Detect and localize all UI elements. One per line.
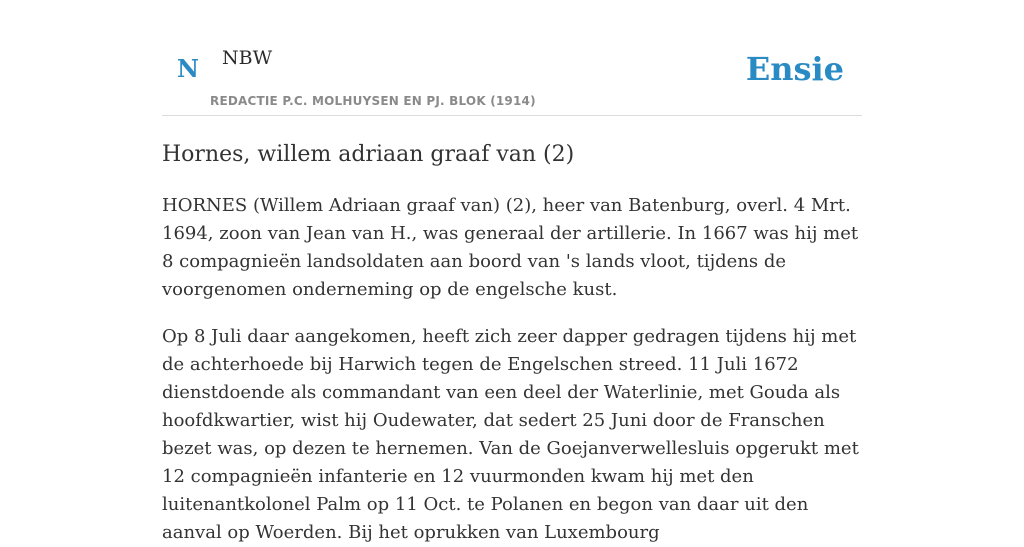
source-subtitle: REDACTIE P.C. MOLHUYSEN EN PJ. BLOK (1914) — [210, 94, 536, 108]
source-logo[interactable]: N — [177, 54, 199, 83]
article-title: Hornes, willem adriaan graaf van (2) — [162, 142, 575, 167]
source-name[interactable]: NBW — [222, 47, 273, 69]
article-paragraph: HORNES (Willem Adriaan graaf van) (2), heer van Batenburg, overl. 4 Mrt. 1694, zoon van Jean van H., was generaal der artillerie. In 1667 was hij met 8 compagnieën landsoldaten aan boord van 's lands vloot, tijdens de voorgenomen onderneming op de engelsche kust. — [162, 195, 859, 300]
brand-logo-link[interactable]: Ensie — [745, 50, 844, 88]
article — [162, 140, 862, 547]
article-paragraph: Op 8 Juli daar aangekomen, heeft zich zeer dapper gedragen tijdens hij met de achterhoede bij Harwich tegen de Engelschen streed. 11 Juli 1672 dienstdoende als commandant van een deel der Waterlinie, met Gouda als hoofdkwartier, wist hij Oudewater, dat sedert 25 Juni door de Franschen bezet was, op dezen te hernemen. Van de Goejanverwellesluis opgerukt met 12 compagnieën infanterie en 12 vuurmonden kwam hij met den luitenantkolonel Palm op 11 Oct. te Polanen en begon van daar uit den aanval op Woerden. Bij het oprukken van Luxembourg — [162, 326, 859, 543]
site-header — [162, 0, 862, 116]
